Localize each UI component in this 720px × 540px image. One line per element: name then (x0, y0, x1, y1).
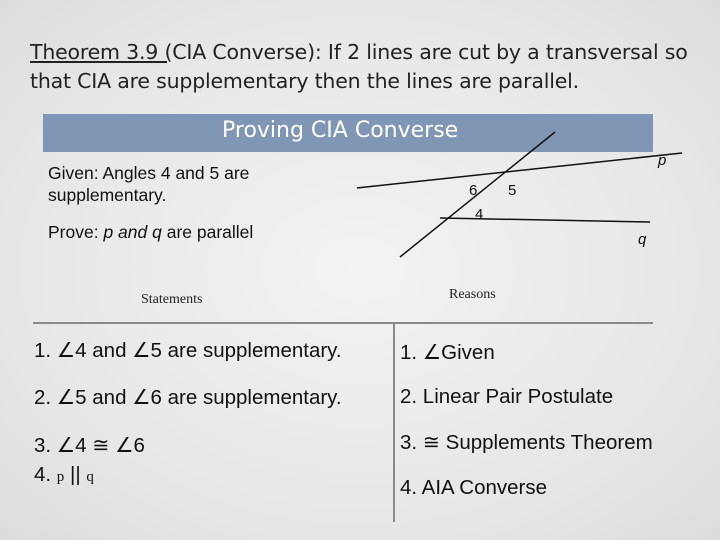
prove-statement (48, 222, 253, 243)
reason-2: 2. Linear Pair Postulate (400, 385, 614, 408)
statement-2: 2. ∠5 and ∠6 are supplementary. (34, 386, 342, 409)
line-q-label: q (638, 231, 647, 248)
theorem-reference: Theorem 3.9 ( (30, 40, 173, 64)
line-p (357, 153, 682, 188)
reasons-header: Reasons (449, 287, 496, 302)
reason-1: 1. ∠Given (400, 341, 495, 364)
statements-header: Statements (141, 292, 203, 307)
angle-5-label: 5 (508, 182, 517, 199)
statement-1: 1. ∠4 and ∠5 are supplementary. (34, 339, 342, 362)
statement-4-line-q: q (86, 469, 94, 485)
section-banner-title: Proving CIA Converse (222, 118, 459, 143)
given-statement: Given: Angles 4 and 5 are supplementary. (48, 163, 250, 205)
reason-4: 4. AIA Converse (400, 476, 548, 499)
parallel-lines-diagram (340, 130, 700, 270)
transversal (400, 132, 555, 257)
prove-lines: p and q (103, 222, 162, 242)
prove-suffix: are parallel (161, 222, 254, 242)
prove-prefix: Prove: (48, 222, 104, 242)
angle-4-label: 4 (475, 206, 484, 223)
statement-3: 3. ∠4 ≅ ∠6 (34, 434, 145, 457)
line-q (440, 218, 650, 222)
parallel-symbol: || (64, 463, 87, 486)
angle-6-label: 6 (469, 182, 478, 199)
statement-4 (34, 463, 94, 487)
line-p-label: p (658, 152, 667, 169)
reason-3: 3. ≅ Supplements Theorem (400, 431, 653, 454)
theorem-statement (30, 38, 700, 96)
table-header-divider (33, 322, 653, 324)
theorem-text: CIA Converse): If 2 lines are cut by a transversal so that CIA are supplementary then the lines are parallel. (30, 40, 688, 93)
statement-4-number: 4. (34, 463, 57, 486)
statement-4-line-p: p (56, 469, 65, 485)
table-column-divider (393, 322, 395, 522)
